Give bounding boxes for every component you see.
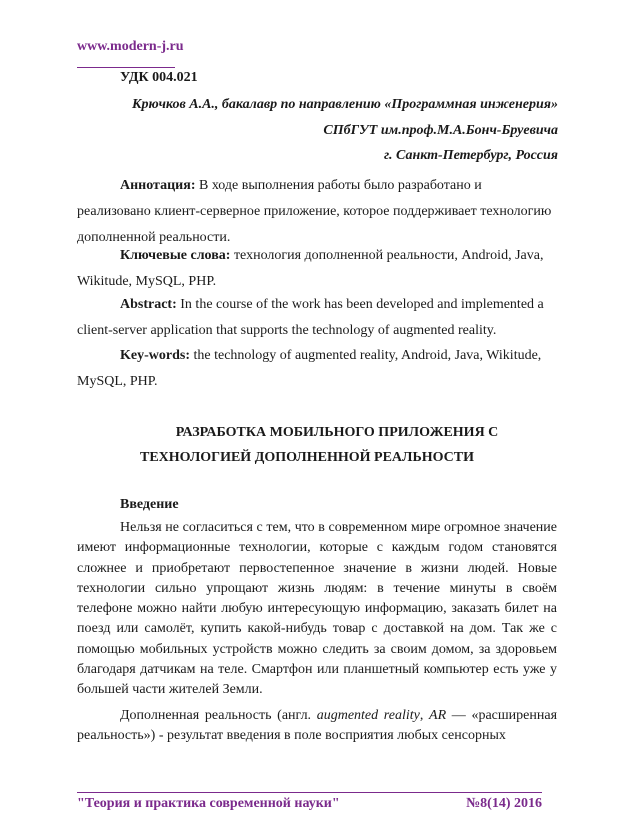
- location-line: г. Санкт-Петербург, Россия: [384, 148, 558, 163]
- term-augmented-reality: augmented reality: [316, 708, 420, 723]
- paragraph-text: — «расширенная реальность») - результат введения в поле восприятия любых сенсорных: [77, 708, 558, 744]
- abstract-text: In the course of the work has been developed and implemented a client-server application that supports the technology of augmented reality.: [77, 297, 544, 338]
- title-line-2: ТЕХНОЛОГИЕЙ ДОПОЛНЕННОЙ РЕАЛЬНОСТИ: [139, 450, 474, 465]
- keywords-en: [77, 343, 557, 395]
- author-line: Крючков А.А., бакалавр по направлению «Программная инженерия»: [132, 97, 558, 112]
- journal-name: "Теория и практика современной науки": [77, 796, 340, 811]
- title-line-1: РАЗРАБОТКА МОБИЛЬНОГО ПРИЛОЖЕНИЯ С: [175, 425, 499, 440]
- body-paragraph-1: [77, 518, 557, 701]
- site-url[interactable]: www.modern-j.ru: [77, 39, 184, 54]
- paper-title: [77, 420, 557, 470]
- abstract-label: Abstract:: [120, 297, 177, 312]
- abstract: [77, 292, 557, 344]
- term-ar: AR: [429, 708, 447, 723]
- annotation-text: В ходе выполнения работы было разработано и реализовано клиент-серверное приложение, которое поддерживает технологию дополненной реальности.: [77, 178, 552, 245]
- keywords-text: технология дополненной реальности, Android, Java, Wikitude, MySQL, PHP.: [77, 248, 544, 289]
- keywords-en-text: the technology of augmented reality, Android, Java, Wikitude, MySQL, PHP.: [77, 348, 542, 389]
- annotation: [77, 173, 557, 251]
- keywords-label: Ключевые слова:: [120, 248, 231, 263]
- affiliation-line: СПбГУТ им.проф.М.А.Бонч-Бруевича: [323, 123, 558, 138]
- annotation-label: Аннотация:: [120, 178, 196, 193]
- paragraph-text: Дополненная реальность (англ.: [120, 708, 317, 723]
- paragraph-text: ,: [419, 708, 430, 723]
- keywords: [77, 243, 557, 295]
- journal-issue: №8(14) 2016: [466, 796, 542, 811]
- keywords-en-label: Key-words:: [120, 348, 190, 363]
- paragraph-text: Нельзя не согласиться с тем, что в современном мире огромное значение имеют информационные технологии, которые с каждым годом становятся сложнее и приобретают первостепенное значение в жизни людей. Новые технологии сильно упрощают жизнь людям: в течение минуты в своём телефоне можно найти любую интересующую информацию, заказать билет на поезд или самолёт, купить какой-нибудь товар с доставкой на дом. Так же с помощью мобильных устройств можно следить за своим домом, за здоровьем благодаря датчикам на теле. Смартфон или планшетный компьютер есть уже у большей части жителей Земли.: [77, 520, 557, 698]
- header-divider: [77, 67, 175, 68]
- udk-code: УДК 004.021: [120, 70, 198, 85]
- body-paragraph-2: [77, 706, 557, 747]
- footer-divider: [77, 792, 542, 793]
- section-heading: Введение: [120, 497, 179, 512]
